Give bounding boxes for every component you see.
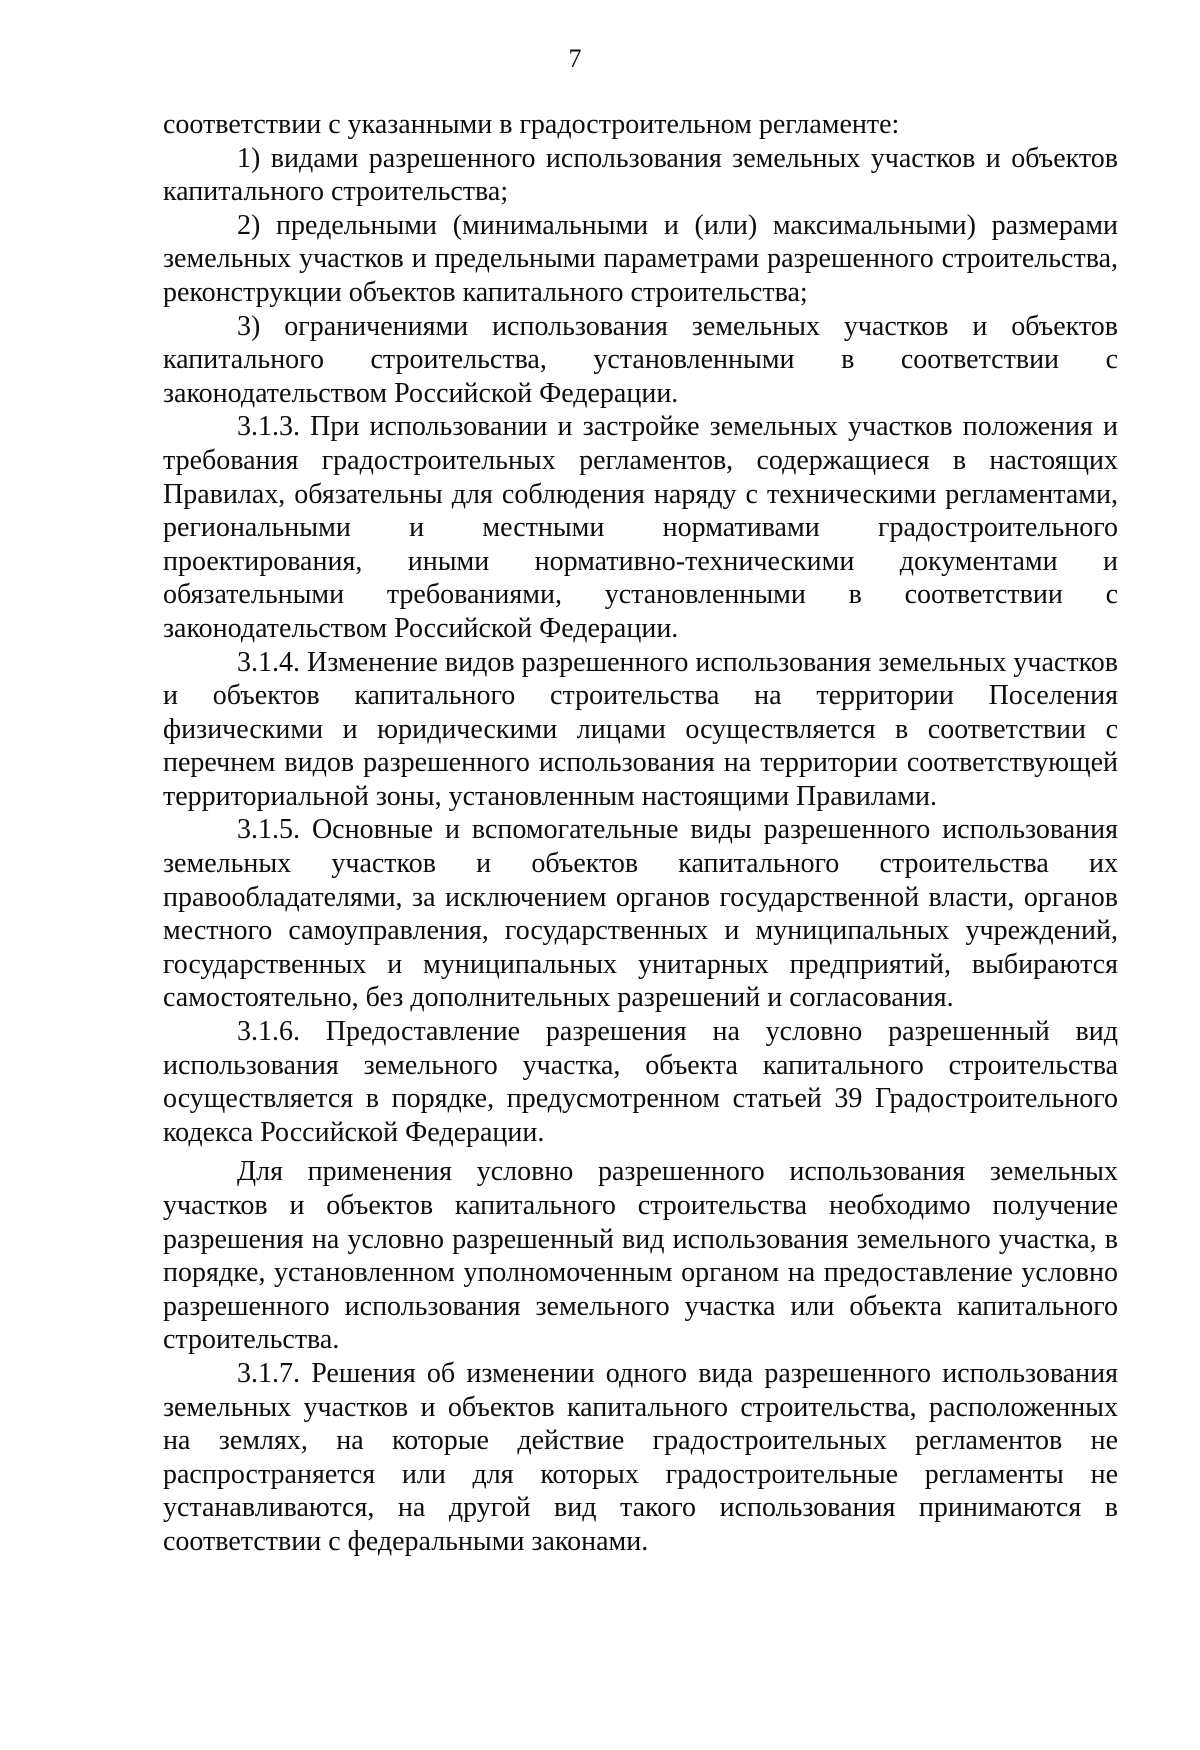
list-item-2: 2) предельными (минимальными и (или) максимальными) размерами земельных участков и предельными параметрами разрешенного строительства, реконструкции объектов капитального строительства; (163, 209, 1118, 308)
clause-3-1-7: 3.1.7. Решения об изменении одного вида разрешенного использования земельных участков и объектов капитального строительства, расположенных на землях, на которые действие градостроительных регламентов не распространяется или для которых градостроительные регламенты не устанавливаются, на другой вид такого использования принимаются в соответствии с федеральными законами. (163, 1357, 1118, 1557)
clause-3-1-3: 3.1.3. При использовании и застройке земельных участков положения и требования градостроительных регламентов, содержащиеся в настоящих Правилах, обязательны для соблюдения наряду с техническими регламентами, региональными и местными нормативами градостроительного проектирования, иными нормативно-техническими документами и обязательными требованиями, установленными в соответствии с законодательством Российской Федерации. (163, 411, 1118, 644)
clause-3-1-6: 3.1.6. Предоставление разрешения на условно разрешенный вид использования земельного участка, объекта капитального строительства осуществляется в порядке, предусмотренном статьей 39 Градостроительного кодекса Российской Федерации. (163, 1016, 1118, 1148)
list-item-1: 1) видами разрешенного использования земельных участков и объектов капитального строительства; (163, 142, 1118, 208)
page-number: 7 (568, 44, 582, 73)
list-item-3: 3) ограничениями использования земельных участков и объектов капитального строительства, установленными в соответствии с законодательством Российской Федерации. (163, 310, 1118, 409)
document-body (163, 108, 1118, 1559)
clause-3-1-4: 3.1.4. Изменение видов разрешенного использования земельных участков и объектов капитального строительства на территории Поселения физическими и юридическими лицами осуществляется в соответствии с перечнем видов разрешенного использования на территории соответствующей территориальной зоны, установленным настоящими Правилами. (163, 646, 1118, 812)
clause-3-1-6-application: Для применения условно разрешенного использования земельных участков и объектов капитального строительства необходимо получение разрешения на условно разрешенный вид использования земельного участка, в порядке, установленном уполномоченным органом на предоставление условно разрешенного использования земельного участка или объекта капитального строительства. (163, 1156, 1118, 1356)
clause-3-1-5: 3.1.5. Основные и вспомогательные виды разрешенного использования земельных участков и объектов капитального строительства их правообладателями, за исключением органов государственной власти, органов местного самоуправления, государственных и муниципальных учреждений, государственных и муниципальных унитарных предприятий, выбираются самостоятельно, без дополнительных разрешений и согласования. (163, 814, 1118, 1014)
paragraph-continuation: соответствии с указанными в градостроительном регламенте: (163, 109, 900, 140)
